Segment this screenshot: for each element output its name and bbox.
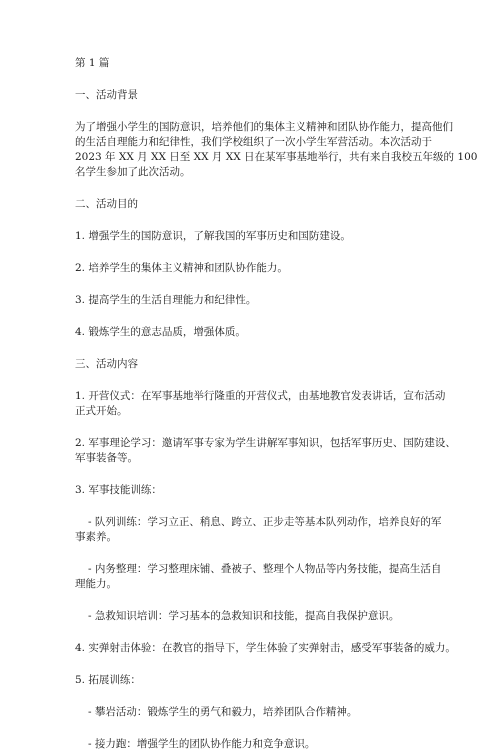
goal-item: 4. 锻炼学生的意志品质，增强体质。 — [75, 326, 246, 338]
spacer — [75, 419, 432, 436]
spacer — [75, 308, 432, 325]
sub-item-climbing — [75, 705, 432, 720]
content-item-skills: 3. 军事技能训练： — [75, 484, 162, 496]
spacer — [75, 656, 432, 673]
paragraph-line: 理能力。 — [75, 578, 117, 590]
paragraph-line: - 急救知识培训：学习基本的急救知识和技能，提高自我保护意识。 — [88, 610, 400, 622]
spacer — [75, 624, 432, 641]
goal-item: 3. 提高学生的生活自理能力和纪律性。 — [75, 294, 257, 306]
content-item-opening — [75, 389, 446, 419]
spacer — [75, 466, 432, 483]
content-item-theory — [75, 436, 456, 466]
content-item-shooting: 4. 实弹射击体验：在教官的指导下，学生体验了实弹射击，感受军事装备的威力。 — [75, 642, 456, 654]
paragraph-line: 的生活自理能力和纪律性，我们学校组织了一次小学生军营活动。本次活动于 — [75, 136, 432, 148]
paragraph-line: - 内务整理：学习整理床铺、叠被子、整理个人物品等内务技能，提高生活自 — [88, 563, 442, 575]
page-label: 第 1 篇 — [75, 57, 110, 69]
spacer — [75, 71, 432, 88]
background-paragraph — [75, 120, 478, 180]
content-item-outdoor: 5. 拓展训练： — [75, 674, 141, 686]
spacer — [75, 276, 432, 293]
spacer — [75, 180, 432, 197]
sub-item-housekeeping — [75, 562, 442, 577]
paragraph-line: 2. 军事理论学习：邀请军事专家为学生讲解军事知识，包括军事历史、国防建设、 — [75, 437, 456, 449]
spacer — [75, 592, 432, 609]
paragraph-line: - 接力跑：增强学生的团队协作能力和竞争意识。 — [88, 738, 316, 750]
spacer — [75, 498, 432, 515]
sub-item-drill — [75, 515, 442, 530]
section-heading-goals: 二、活动目的 — [75, 198, 138, 210]
spacer — [75, 688, 432, 705]
spacer — [75, 372, 432, 389]
goal-item: 1. 增强学生的国防意识，了解我国的军事历史和国防建设。 — [75, 230, 351, 242]
paragraph-line: - 队列训练：学习立正、稍息、跨立、正步走等基本队列动作，培养良好的军 — [88, 516, 442, 528]
paragraph-line: 2023 年 XX 月 XX 日至 XX 月 XX 日在某军事基地举行，共有来自我校五年级的 100 — [75, 151, 478, 163]
spacer — [75, 103, 432, 120]
spacer — [75, 212, 432, 229]
paragraph-line: 正式开始。 — [75, 405, 128, 417]
spacer — [75, 545, 432, 562]
sub-item-relay — [75, 737, 432, 752]
sub-item-first-aid — [75, 609, 432, 624]
spacer — [75, 720, 432, 737]
spacer — [75, 340, 432, 357]
paragraph-line: 军事装备等。 — [75, 452, 138, 464]
paragraph-line: - 攀岩活动：锻炼学生的勇气和毅力，培养团队合作精神。 — [88, 706, 358, 718]
spacer — [75, 244, 432, 261]
section-heading-content: 三、活动内容 — [75, 358, 138, 370]
paragraph-line: 为了增强小学生的国防意识，培养他们的集体主义精神和团队协作能力，提高他们 — [75, 121, 453, 133]
goal-item: 2. 培养学生的集体主义精神和团队协作能力。 — [75, 262, 288, 274]
section-heading-background: 一、活动背景 — [75, 89, 138, 101]
paragraph-line: 1. 开营仪式：在军事基地举行隆重的开营仪式，由基地教官发表讲话，宣布活动 — [75, 390, 446, 402]
paragraph-line: 事素养。 — [75, 531, 117, 543]
paragraph-line: 名学生参加了此次活动。 — [75, 166, 191, 178]
